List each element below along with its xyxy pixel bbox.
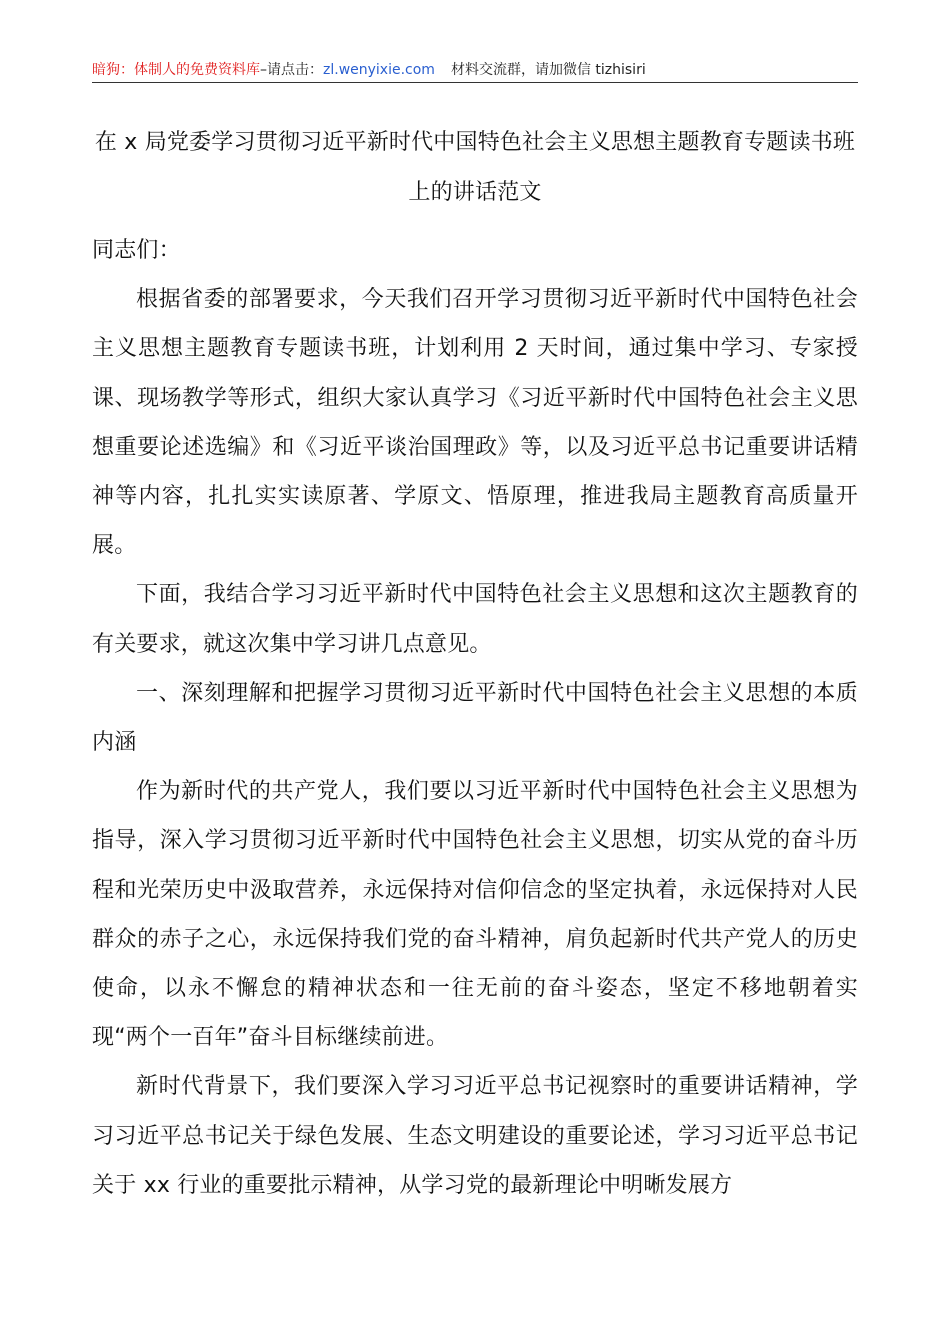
- wechat-note: 材料交流群，请加微信 tizhisiri: [450, 62, 646, 78]
- page-header: [92, 58, 858, 82]
- paragraph-new-era: 新时代背景下，我们要深入学习习近平总书记视察时的重要讲话精神，学习习近平总书记关于绿色发展、生态文明建设的重要论述，学习习近平总书记关于 xx 行业的重要批示精神，从学习党的最新理论中明晰发展方: [92, 1074, 858, 1198]
- paragraph-overview: 下面，我结合学习习近平新时代中国特色社会主义思想和这次主题教育的有关要求，就这次集中学习讲几点意见。: [92, 582, 858, 657]
- paragraph-intro: 根据省委的部署要求，今天我们召开学习贯彻习近平新时代中国特色社会主义思想主题教育专题读书班，计划利用 2 天时间，通过集中学习、专家授课、现场教学等形式，组织大家认真学习《习近平新时代中国特色社会主义思想重要论述选编》和《习近平谈治国理政》等，以及习近平总书记重要讲话精神等内容，扎扎实实读原著、学原文、悟原理，推进我局主题教育高质量开展。: [92, 287, 858, 559]
- section-heading-1: 一、深刻理解和把握学习贯彻习近平新时代中国特色社会主义思想的本质内涵: [92, 680, 858, 756]
- salutation: 同志们：: [92, 238, 181, 263]
- source-label: 暗狗：体制人的免费资料库: [92, 62, 260, 78]
- header-divider: [92, 82, 858, 83]
- site-link[interactable]: zl.wenyixie.com: [323, 62, 435, 78]
- document-body: [92, 226, 858, 1210]
- click-prompt: –请点击：: [260, 62, 323, 78]
- document-title: 在 x 局党委学习贯彻习近平新时代中国特色社会主义思想主题教育专题读书班上的讲话范文: [94, 130, 856, 205]
- paragraph-section-1: 作为新时代的共产党人，我们要以习近平新时代中国特色社会主义思想为指导，深入学习贯彻习近平新时代中国特色社会主义思想，切实从党的奋斗历程和光荣历史中汲取营养，永远保持对信仰信念的坚定执着，永远保持对人民群众的赤子之心，永远保持我们党的奋斗精神，肩负起新时代共产党人的历史使命，以永不懈怠的精神状态和一往无前的奋斗姿态，坚定不移地朝着实现“两个一百年”奋斗目标继续前进。: [92, 779, 858, 1051]
